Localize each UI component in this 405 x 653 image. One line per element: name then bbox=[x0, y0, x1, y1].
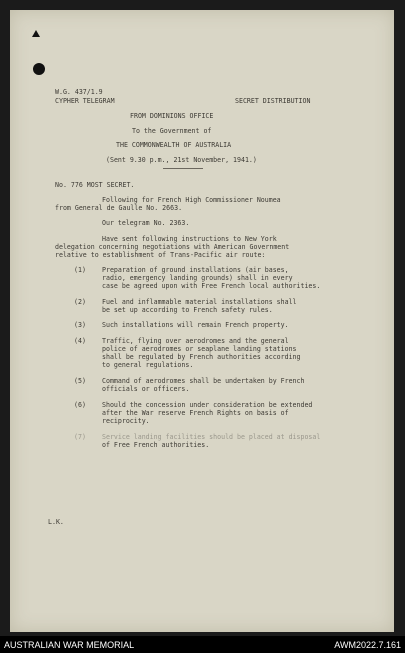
item-line: officials or officers. bbox=[102, 385, 190, 393]
punch-hole-icon bbox=[33, 63, 45, 75]
item-number: (4) bbox=[74, 337, 86, 345]
intro-line-2: from General de Gaulle No. 2663. bbox=[55, 204, 183, 212]
paragraph-line-1: Have sent following instructions to New York bbox=[102, 235, 277, 243]
item-line: case be agreed upon with Free French local authorities. bbox=[102, 282, 321, 290]
from-line: FROM DOMINIONS OFFICE bbox=[130, 112, 214, 120]
item-line: Traffic, flying over aerodromes and the general bbox=[102, 337, 289, 345]
distribution-label: SECRET DISTRIBUTION bbox=[235, 97, 311, 105]
sent-line: (Sent 9.30 p.m., 21st November, 1941.) bbox=[106, 156, 257, 164]
footer-accession-number: AWM2022.7.161 bbox=[334, 640, 401, 650]
item-line: reciprocity. bbox=[102, 417, 150, 425]
divider bbox=[163, 168, 203, 169]
item-line: Fuel and inflammable material installations shall bbox=[102, 298, 297, 306]
item-line: radio, emergency landing grounds) shall in every bbox=[102, 274, 293, 282]
cipher-label: CYPHER TELEGRAM bbox=[55, 97, 115, 105]
paragraph-line-2: delegation concerning negotiations with American Government bbox=[55, 243, 290, 251]
item-line: police of aerodromes or seaplane landing stations bbox=[102, 345, 297, 353]
item-line: Should the concession under consideration be extended bbox=[102, 401, 313, 409]
item-number: (7) bbox=[74, 433, 86, 441]
recipient-line: THE COMMONWEALTH OF AUSTRALIA bbox=[116, 141, 232, 149]
item-line: be set up according to French safety rules. bbox=[102, 306, 273, 314]
item-line: Preparation of ground installations (air bases, bbox=[102, 266, 289, 274]
item-line: after the War reserve French Rights on basis of bbox=[102, 409, 289, 417]
item-number: (1) bbox=[74, 266, 86, 274]
to-line: To the Government of bbox=[132, 127, 212, 135]
footer-bar bbox=[0, 636, 405, 653]
our-telegram: Our telegram No. 2363. bbox=[102, 219, 190, 227]
item-line: Service landing facilities should be placed at disposal bbox=[102, 433, 321, 441]
item-number: (3) bbox=[74, 321, 86, 329]
item-number: (6) bbox=[74, 401, 86, 409]
item-number: (5) bbox=[74, 377, 86, 385]
initials: L.K. bbox=[48, 518, 64, 526]
item-line: shall be regulated by French authorities according bbox=[102, 353, 301, 361]
item-line: to general regulations. bbox=[102, 361, 194, 369]
paragraph-line-3: relative to establishment of Trans-Pacific air route: bbox=[55, 251, 266, 259]
intro-line-1: Following for French High Commissioner Noumea bbox=[102, 196, 281, 204]
item-line: of Free French authorities. bbox=[102, 441, 210, 449]
item-line: Such installations will remain French property. bbox=[102, 321, 289, 329]
triangle-mark-icon bbox=[32, 30, 40, 37]
item-line: Command of aerodromes shall be undertaken by French bbox=[102, 377, 305, 385]
reference-number: W.G. 437/1.9 bbox=[55, 88, 103, 96]
footer-credit: AUSTRALIAN WAR MEMORIAL bbox=[4, 640, 135, 650]
item-number: (2) bbox=[74, 298, 86, 306]
telegram-number: No. 776 MOST SECRET. bbox=[55, 181, 135, 189]
